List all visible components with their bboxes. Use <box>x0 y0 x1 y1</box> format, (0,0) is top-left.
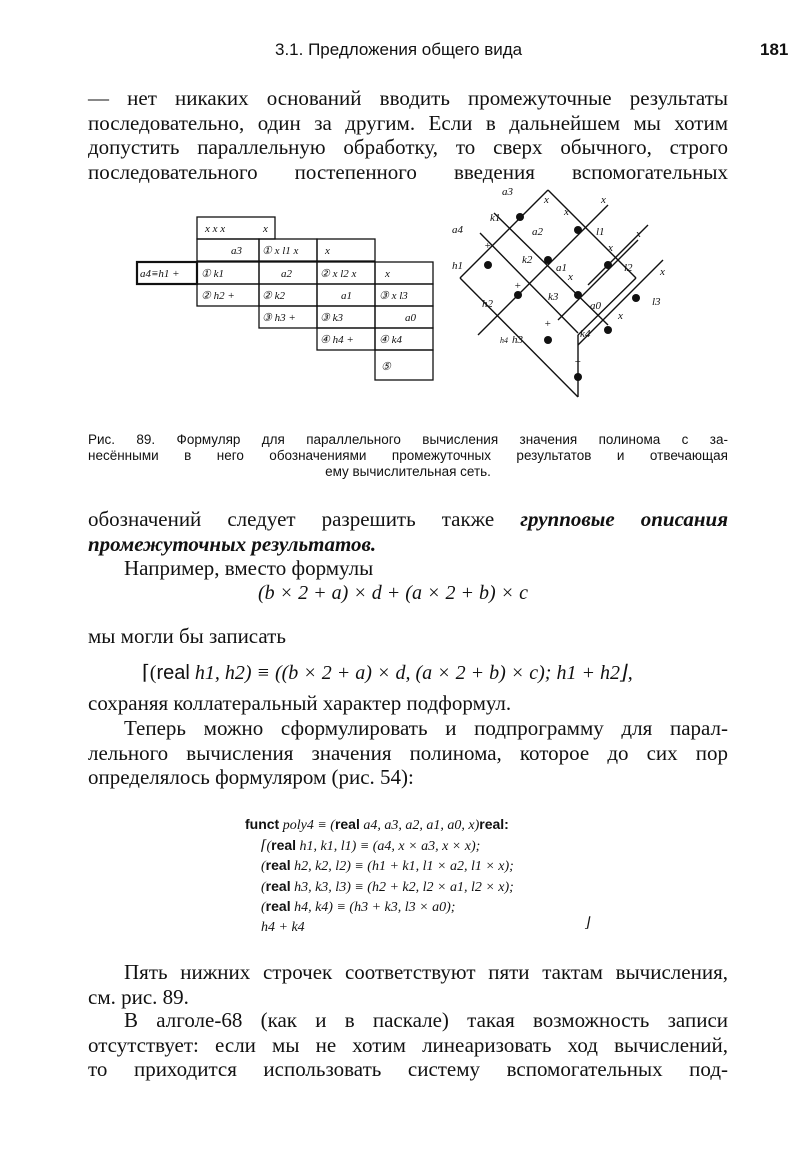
keyword: real <box>479 816 505 832</box>
paragraph <box>88 960 728 1009</box>
caption-line: ему вычислительная сеть. <box>325 464 491 479</box>
net-label: h2 <box>482 298 493 310</box>
caption-line: несёнными в него обозначениями промежуточных результатов и отвечающая <box>88 448 728 463</box>
net-node <box>574 291 582 299</box>
table-cell: ⑤ <box>381 361 391 373</box>
net-label: x <box>636 228 641 240</box>
table-cell: ② x l2 x <box>320 268 357 280</box>
caption-line: Рис. 89. Формуляр для параллельного вычисления значения полинома с за- <box>88 432 728 447</box>
intro-paragraph <box>88 86 728 184</box>
net-label: a0 <box>590 300 601 312</box>
net-label: + <box>514 280 522 292</box>
keyword-real: real <box>156 662 190 684</box>
code-line <box>245 815 605 836</box>
net-label: k1 <box>490 212 501 224</box>
bracket: ⌈( <box>142 662 157 684</box>
code-text: ( <box>261 900 266 915</box>
table-cell: x <box>263 223 268 235</box>
net-label: x <box>660 266 665 278</box>
table-cell: a0 <box>405 312 416 324</box>
table-cell: a2 <box>281 268 292 280</box>
text-line: — нет никаких оснований вводить промежуточные результаты <box>88 86 728 110</box>
table-cell: ① x l1 x <box>262 245 299 257</box>
net-label: k2 <box>522 254 533 266</box>
text-line: Пять нижних строчек соответствуют пяти тактам вычисления, <box>124 960 728 984</box>
net-node <box>604 326 612 334</box>
code-text: ⌋ <box>585 915 591 931</box>
text-line: сохраняя коллатеральный характер подформул. <box>88 691 512 715</box>
formular-table <box>135 210 440 385</box>
formula-body: h1, h2) ≡ ((b × 2 + a) × d, (a × 2 + b) × c); h1 + h2⌋, <box>189 662 633 684</box>
page-number: 181 <box>760 40 789 59</box>
table-cell: ④ h4 + <box>320 334 354 346</box>
net-node <box>604 261 612 269</box>
emphasis: промежуточных результатов. <box>88 531 377 556</box>
text-span: обозначений следует разрешить также <box>88 507 495 531</box>
table-cell: x <box>385 268 390 280</box>
net-node <box>574 373 582 381</box>
table-cell: ② h2 + <box>201 290 235 302</box>
text-line: то приходится использовать систему вспомогательных под- <box>88 1057 728 1081</box>
text-line: Теперь можно сформулировать и подпрограмму для парал- <box>124 716 728 740</box>
text-line: отсутствует: если мы не хотим линеаризовать ход вычислений, <box>88 1032 728 1057</box>
table-cell: x <box>325 245 330 257</box>
net-label: k3 <box>548 291 559 303</box>
formula-display: (b × 2 + a) × d + (a × 2 + b) × c <box>258 582 528 604</box>
net-label: h3 <box>512 334 523 346</box>
table-cell: ④ k4 <box>379 334 402 346</box>
text-line: Например, вместо формулы <box>124 556 374 580</box>
code-text: poly4 ≡ ( <box>279 818 335 833</box>
table-cell: ③ x l3 <box>379 290 408 302</box>
net-label: l2 <box>624 262 633 274</box>
net-label: h4 <box>500 336 508 345</box>
paragraph <box>88 1008 728 1082</box>
net-node <box>632 294 640 302</box>
table-cell: a1 <box>341 290 352 302</box>
net-label: l1 <box>596 226 605 238</box>
keyword: real <box>334 816 360 832</box>
net-label: a3 <box>502 186 513 198</box>
paragraph <box>88 716 728 790</box>
table-cell: a3 <box>231 245 242 257</box>
keyword: real <box>265 877 291 894</box>
text-line: последовательного постепенного введения вспомогательных <box>88 159 728 184</box>
net-label: x <box>608 242 613 254</box>
code-text: h4, k4) ≡ (h3 + k3, l3 × a0); <box>290 900 456 915</box>
code-text: h3, k3, l3) ≡ (h2 + k2, l2 × a1, l2 × x); <box>290 879 514 895</box>
text-line: мы могли бы записать <box>88 624 286 648</box>
code-line <box>245 877 605 898</box>
code-line <box>245 856 605 877</box>
keyword: real <box>271 836 297 853</box>
code-text: ( <box>261 859 266 874</box>
text-line: допустить параллельную обработку, то сверх обычного, строго <box>88 135 728 159</box>
net-label: + <box>574 356 582 368</box>
running-header: 3.1. Предложения общего вида <box>275 40 523 59</box>
text-line: см. рис. 89. <box>88 984 189 1009</box>
table-cell: x x x <box>205 223 226 235</box>
net-label: a2 <box>532 226 543 238</box>
code-block <box>245 815 605 937</box>
keyword: real <box>265 898 291 914</box>
net-label: x <box>564 206 569 218</box>
code-text: h2, k2, l2) ≡ (h1 + k1, l1 × a2, l1 × x); <box>290 859 514 874</box>
table-cell: ① k1 <box>201 268 224 280</box>
net-label: x <box>544 194 549 206</box>
table-cell: ③ h3 + <box>262 312 296 324</box>
code-text: a4, a3, a2, a1, a0, x) <box>359 818 480 833</box>
net-label: x <box>568 271 573 283</box>
formula-display <box>142 660 633 685</box>
net-label: + <box>484 240 492 252</box>
net-label: + <box>544 318 552 330</box>
computation-network <box>448 185 688 407</box>
net-label: x <box>618 310 623 322</box>
code-line <box>245 897 605 918</box>
net-node <box>544 336 552 344</box>
code-text: ⌈( <box>261 838 272 854</box>
code-text: h4 + k4 <box>261 919 305 935</box>
net-node <box>514 291 522 299</box>
net-node <box>544 256 552 264</box>
emphasis: групповые описания <box>520 507 729 531</box>
net-label: h1 <box>452 260 463 272</box>
net-label: k4 <box>580 328 591 340</box>
net-label: a4 <box>452 224 463 236</box>
code-line <box>245 836 605 857</box>
net-node <box>484 261 492 269</box>
code-line <box>245 915 605 938</box>
table-cell: ② k2 <box>262 290 285 302</box>
code-text: : <box>504 816 509 832</box>
net-label: a1 <box>556 262 567 274</box>
net-label: l3 <box>652 296 661 308</box>
net-label: x <box>601 194 606 206</box>
keyword: real <box>265 857 291 873</box>
code-text: h1, k1, l1) ≡ (a4, x × a3, x × x); <box>296 838 481 854</box>
code-text: ( <box>261 879 266 895</box>
text-line: определялось формуляром (рис. 54): <box>88 765 414 789</box>
figure-caption <box>88 432 728 480</box>
text-line: последовательно, один за другим. Если в дальнейшем мы хотим <box>88 110 728 135</box>
table-cell: a4≡h1 + <box>140 268 180 280</box>
table-cell: ③ k3 <box>320 312 343 324</box>
net-node <box>574 226 582 234</box>
keyword: funct <box>245 816 280 832</box>
paragraph <box>88 507 728 581</box>
net-node <box>516 213 524 221</box>
text-line: лельного вычисления значения полинома, которое до сих пор <box>88 740 728 765</box>
text-line: В алголе-68 (как и в паскале) такая возможность записи <box>124 1008 728 1032</box>
